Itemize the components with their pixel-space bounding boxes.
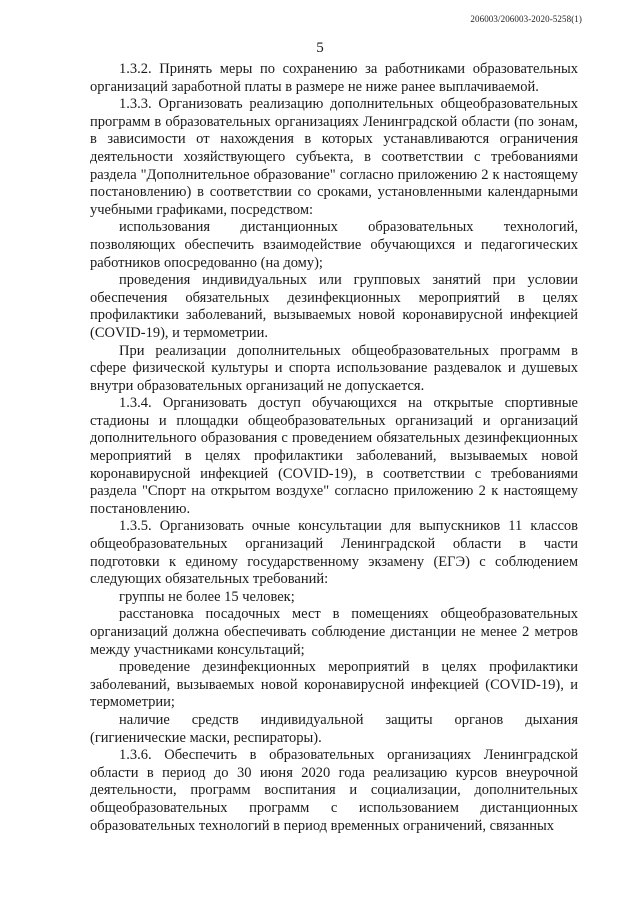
paragraph-individual-lessons: проведения индивидуальных или групповых занятий при условии обеспечения обязательных дезинфекционных мероприятий в целях профилактики заболеваний, вызываемых новой коронавирусной инфекцией (COVID-19), и термометрии. [90, 272, 578, 341]
paragraph-1-3-4: 1.3.4. Организовать доступ обучающихся на открытые спортивные стадионы и площадки общеобразовательных организаций и организаций дополнительного образования с проведением обязательных дезинфекционных мероприятий в целях профилактики заболеваний, вызываемых новой коронавирусной инфекцией (COVID-19), в соответствии с требованиями раздела "Спорт на открытом воздухе" согласно приложению 2 к настоящему постановлению. [90, 395, 578, 517]
paragraph-1-3-6: 1.3.6. Обеспечить в образовательных организациях Ленинградской области в период до 30 июня 2020 года реализацию курсов внеурочной деятельности, программ воспитания и социализации, дополнительных общеобразовательных программ с использованием дистанционных образовательных технологий в период временных ограничений, связанных [90, 747, 578, 834]
paragraph-group-size: группы не более 15 человек; [119, 588, 295, 605]
paragraph-seating: расстановка посадочных мест в помещениях общеобразовательных организаций должна обеспечивать соблюдение дистанции не менее 2 метров между участниками консультаций; [90, 606, 578, 658]
paragraph-disinfection: проведение дезинфекционных мероприятий в целях профилактики заболеваний, вызываемых новой коронавирусной инфекцией (COVID-19), и термометрии; [90, 659, 578, 711]
paragraph-1-3-2: 1.3.2. Принять меры по сохранению за работниками образовательных организаций заработной платы в размере не ниже ранее выплачиваемой. [90, 61, 578, 95]
paragraph-sports-programs: При реализации дополнительных общеобразовательных программ в сфере физической культуры и спорта использование раздевалок и душевых внутри образовательных организаций не допускается. [90, 342, 578, 394]
document-body [90, 61, 578, 835]
paragraph-1-3-3: 1.3.3. Организовать реализацию дополнительных общеобразовательных программ в образовательных организациях Ленинградской области (по зонам, в зависимости от нахождения в которых устанавливаются ограничения деятельности хозяйствующего субъекта, в соответствии с требованиями раздела "Дополнительное образование" согласно приложению 2 к настоящему постановлению) в соответствии со сроками, установленными календарными учебными графиками, посредством: [90, 96, 578, 218]
paragraph-distance-learning: использования дистанционных образовательных технологий, позволяющих обеспечить взаимодействие обучающихся и педагогических работников опосредованно (на дому); [90, 219, 578, 271]
paragraph-1-3-5: 1.3.5. Организовать очные консультации для выпускников 11 классов общеобразовательных организаций Ленинградской области в части подготовки к единому государственному экзамену (ЕГЭ) с соблюдением следующих обязательных требований: [90, 518, 578, 588]
document-id: 206003/206003-2020-5258(1) [470, 14, 582, 24]
paragraph-ppe: наличие средств индивидуальной защиты органов дыхания (гигиенические маски, респираторы). [90, 711, 578, 746]
page-number: 5 [316, 40, 324, 56]
